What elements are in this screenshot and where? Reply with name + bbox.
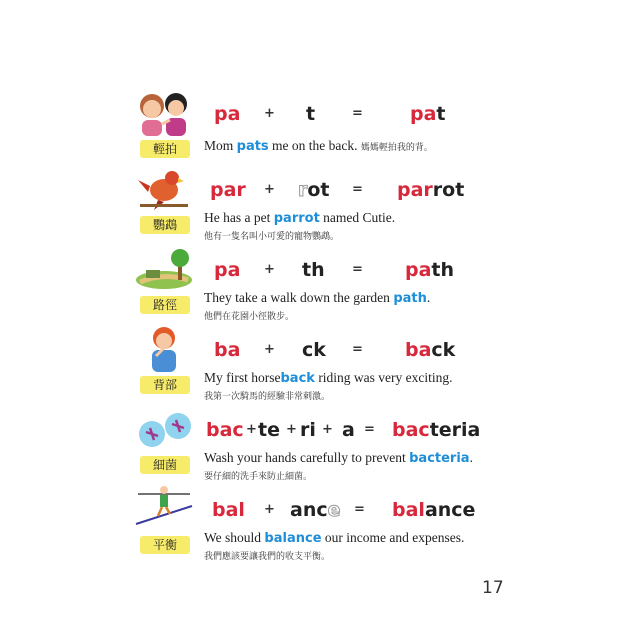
example-sentence: Mom pats me on the back. 媽媽輕拍我的背。 [204,138,433,154]
syllable: rot [298,179,330,201]
entry-pat [0,90,620,170]
result-word: balance [392,499,476,521]
equals-sign: = [352,106,363,121]
word-equation [0,334,620,366]
plus-sign: + [264,502,275,517]
example-sentence: We should balance our income and expenses. [204,530,465,546]
syllable: pa [214,103,241,125]
entry-parrot [0,166,620,246]
chinese-label: 輕拍 [140,140,190,158]
chinese-translation: 我第一次騎馬的經驗非常刺激。 [204,392,331,402]
chinese-label: 路徑 [140,296,190,314]
example-sentence: They take a walk down the garden path. [204,290,431,306]
result-word: bacteria [392,419,481,441]
example-sentence: He has a pet parrot named Cutie. [204,210,396,226]
syllable: te [258,419,280,441]
syllable: th [302,259,325,281]
syllable: pa [214,259,241,281]
syllable: ba [214,339,241,361]
entry-bacteria [0,406,620,486]
example-sentence: Wash your hands carefully to prevent bacteria. [204,450,473,466]
chinese-translation: 他有一隻名叫小可愛的寵物鸚鵡。 [204,232,340,242]
word-equation [0,174,620,206]
plus-sign: + [246,422,257,437]
word-equation [0,254,620,286]
syllable: a [342,419,355,441]
chinese-label: 鸚鵡 [140,216,190,234]
syllable: t [306,103,316,125]
entry-path [0,246,620,326]
chinese-translation: 要仔細的洗手來防止細菌。 [204,472,313,482]
plus-sign: + [264,182,275,197]
syllable: par [210,179,246,201]
chinese-label: 平衡 [140,536,190,554]
syllable: bal [212,499,245,521]
result-word: pat [410,103,446,125]
entry-balance [0,486,620,566]
entry-back [0,326,620,406]
example-sentence: My first horseback riding was very exciting. [204,370,453,386]
plus-sign: + [264,262,275,277]
chinese-translation: 他們在花園小徑散步。 [204,312,295,322]
result-word: back [405,339,456,361]
equals-sign: = [352,262,363,277]
word-equation [0,414,620,446]
equals-sign: = [352,342,363,357]
chinese-label: 背部 [140,376,190,394]
syllable: bac [206,419,244,441]
chinese-translation: 我們應該要讓我們的收支平衡。 [204,552,331,562]
plus-sign: + [322,422,333,437]
plus-sign: + [286,422,297,437]
result-word: parrot [397,179,465,201]
equals-sign: = [354,502,365,517]
page-number: 17 [482,578,504,598]
result-word: path [405,259,455,281]
equals-sign: = [352,182,363,197]
plus-sign: + [264,342,275,357]
word-equation [0,98,620,130]
word-equation [0,494,620,526]
equals-sign: = [364,422,375,437]
syllable: ance [290,499,341,521]
syllable: ri [300,419,316,441]
syllable: ck [302,339,326,361]
chinese-label: 細菌 [140,456,190,474]
plus-sign: + [264,106,275,121]
